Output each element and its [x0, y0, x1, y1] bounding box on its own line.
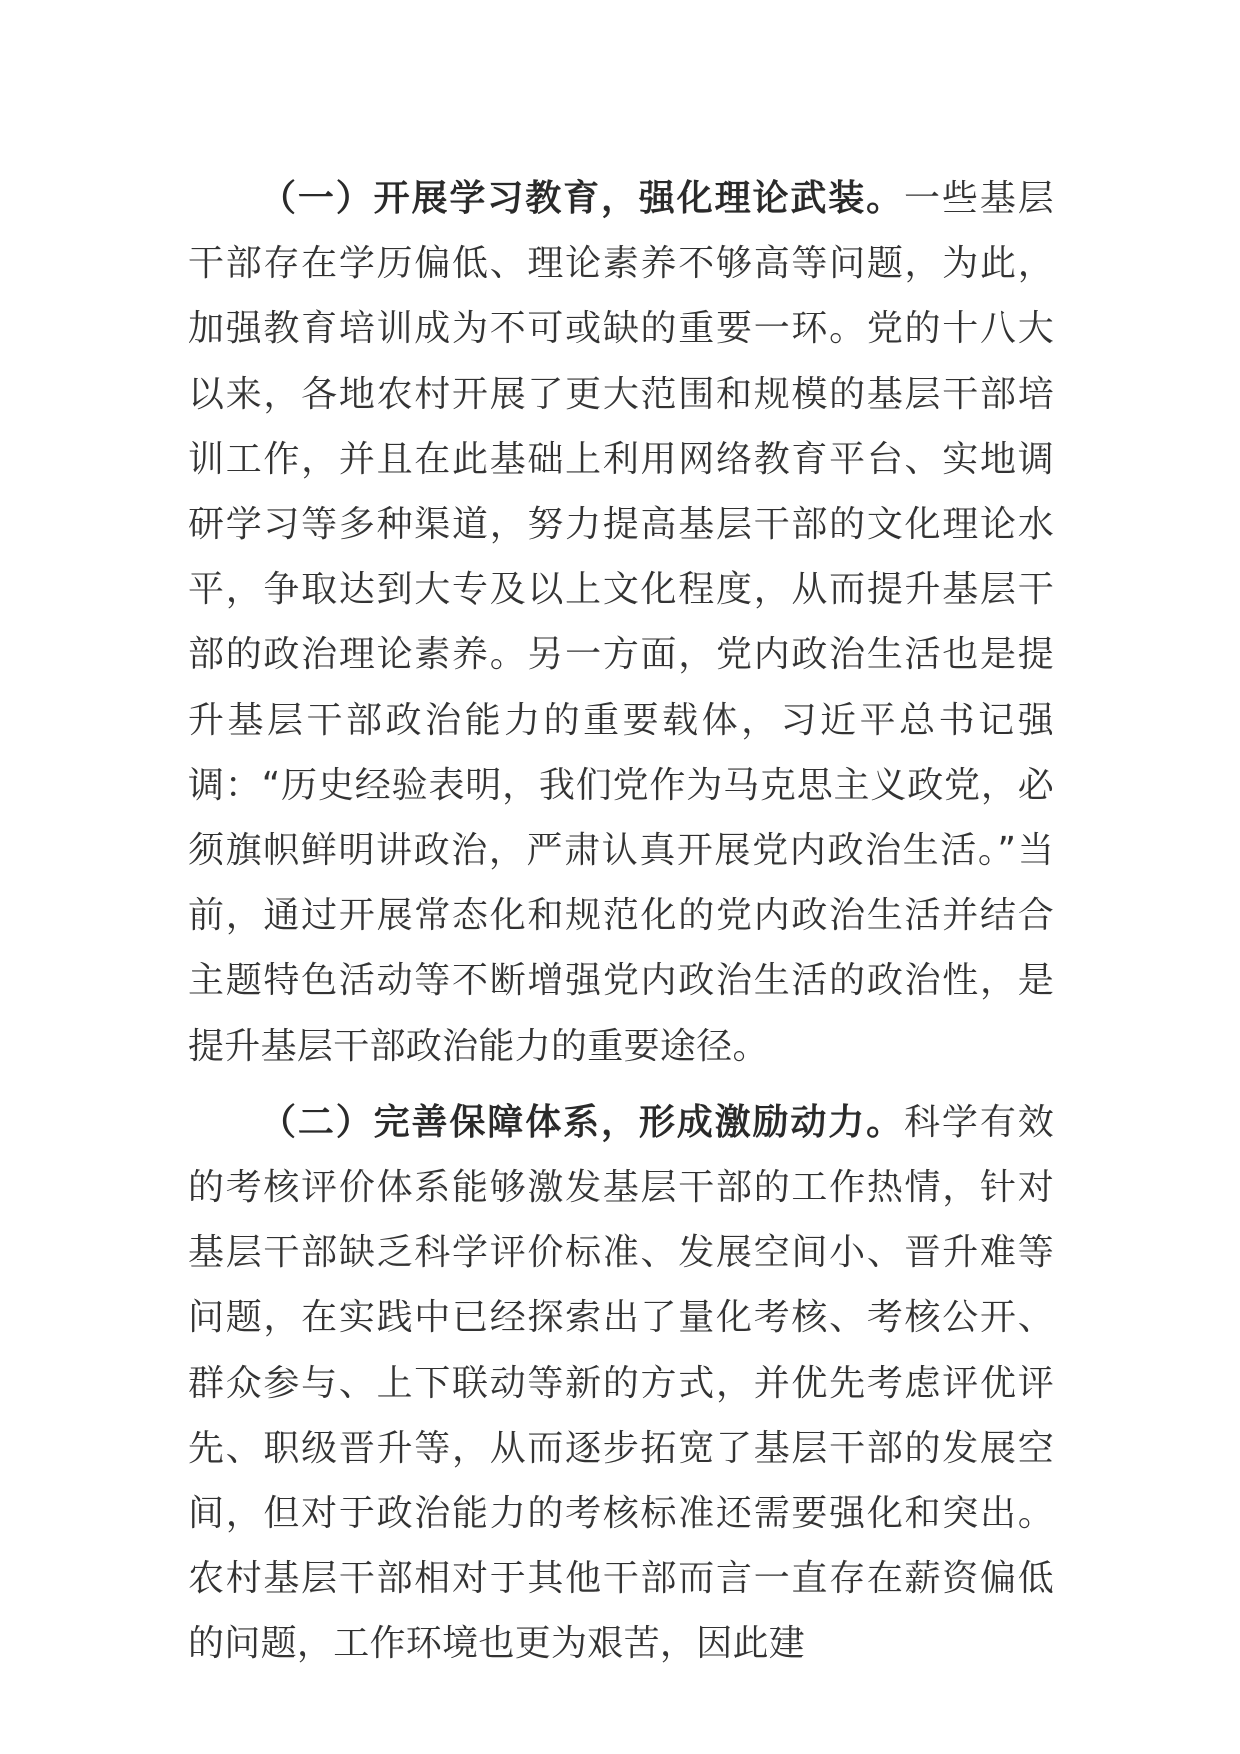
paragraph-1-heading: （一）开展学习教育，强化理论武装。	[260, 178, 905, 219]
paragraph-1-body: 一些基层干部存在学历偏低、理论素养不够高等问题，为此，加强教育培训成为不可或缺的重要一环。党的十八大以来，各地农村开展了更大范围和规模的基层干部培训工作，并且在此基础上利用网络教育平台、实地调研学习等多种渠道，努力提高基层干部的文化理论水平，争取达到大专及以上文化程度，从而提升基层干部的政治理论素养。另一方面，党内政治生活也是提升基层干部政治能力的重要载体，习近平总书记强调：“历史经验表明，我们党作为马克思主义政党，必须旗帜鲜明讲政治，严肃认真开展党内政治生活。”当前，通过开展常态化和规范化的党内政治生活并结合主题特色活动等不断增强党内政治生活的政治性，是提升基层干部政治能力的重要途径。	[188, 178, 1055, 1067]
paragraph-2-heading: （二）完善保障体系，形成激励动力。	[260, 1101, 905, 1143]
paragraph-1	[188, 166, 1054, 1079]
paragraph-2-body: 科学有效的考核评价体系能够激发基层干部的工作热情，针对基层干部缺乏科学评价标准、发展空间小、晋升难等问题，在实践中已经探索出了量化考核、考核公开、群众参与、上下联动等新的方式，并优先考虑评优评先、职级晋升等，从而逐步拓宽了基层干部的发展空间，但对于政治能力的考核标准还需要强化和突出。农村基层干部相对于其他干部而言一直存在薪资偏低的问题，工作环境也更为艰苦，因此建	[188, 1101, 1055, 1665]
document-page	[188, 166, 1054, 1688]
paragraph-2	[188, 1090, 1054, 1677]
